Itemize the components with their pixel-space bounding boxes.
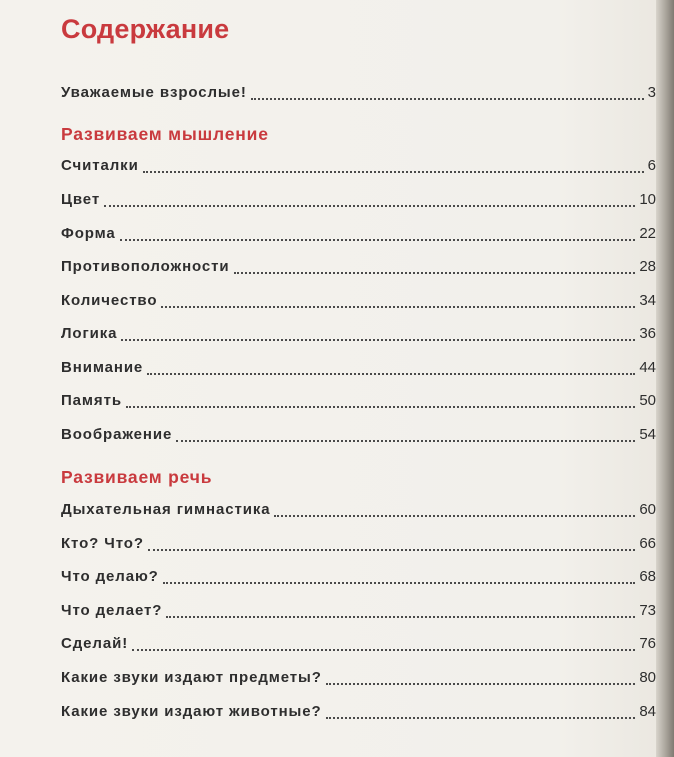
dot-leader [166,616,635,618]
toc-entry-page: 80 [639,669,656,686]
toc-entry-page: 3 [647,84,656,101]
toc-entry [61,568,656,590]
dot-leader [148,549,635,551]
toc-entry-label: Кто? Что? [61,535,144,552]
toc-entry [61,703,656,725]
toc-entry-page: 10 [639,191,656,208]
page-title: Содержание [61,14,230,44]
dot-leader [161,306,635,308]
toc-entry-page: 73 [639,602,656,619]
toc-entry-label: Что делает? [61,602,163,619]
toc-entry-page: 54 [639,426,656,443]
toc-entry-page: 84 [639,703,656,720]
toc-entry [61,392,656,414]
toc-entry-label: Считалки [61,157,139,174]
dot-leader [274,515,635,517]
dot-leader [163,582,636,584]
dot-leader [147,373,635,375]
toc-entry [61,602,656,624]
toc-entry-label: Воображение [61,426,173,443]
toc-entry [61,426,656,448]
section-heading-speech: Развиваем речь [61,467,213,487]
toc-entry-page: 6 [647,157,656,174]
dot-leader [143,171,644,173]
toc-entry [61,325,656,347]
dot-leader [126,406,635,408]
toc-entry-page: 22 [639,225,656,242]
toc-entry-page: 76 [639,635,656,652]
page-edge-shadow [656,0,674,757]
dot-leader [251,98,644,100]
toc-entry-page: 28 [639,258,656,275]
toc-entry-label: Сделай! [61,635,129,652]
toc-entry-page: 68 [639,568,656,585]
toc-entry-label: Какие звуки издают предметы? [61,669,322,686]
toc-entry-label: Память [61,392,122,409]
toc-entry-page: 60 [639,501,656,518]
dot-leader [132,649,635,651]
dot-leader [121,339,635,341]
dot-leader [326,717,636,719]
toc-entry [61,669,656,691]
toc-entry-label: Уважаемые взрослые! [61,84,247,101]
toc-entry [61,292,656,314]
dot-leader [120,239,636,241]
dot-leader [104,205,635,207]
toc-entry-label: Форма [61,225,116,242]
toc-entry [61,501,656,523]
toc-entry-label: Количество [61,292,158,309]
toc-entry-label: Дыхательная гимнастика [61,501,271,518]
toc-entry-page: 36 [639,325,656,342]
toc-entry-page: 34 [639,292,656,309]
toc-entry [61,225,656,247]
toc-entry-label: Противоположности [61,258,230,275]
toc-entry-label: Логика [61,325,118,342]
toc-entry [61,359,656,381]
section-heading-thinking: Развиваем мышление [61,124,269,144]
toc-entry-label: Какие звуки издают животные? [61,703,322,720]
toc-entry [61,258,656,280]
toc-entry-page: 50 [639,392,656,409]
toc-entry [61,535,656,557]
toc-entry [61,157,656,179]
dot-leader [326,683,636,685]
dot-leader [234,272,636,274]
toc-entry-label: Цвет [61,191,101,208]
toc-entry [61,635,656,657]
toc-entry-page: 44 [639,359,656,376]
toc-entry-label: Внимание [61,359,144,376]
toc-entry-page: 66 [639,535,656,552]
dot-leader [176,440,635,442]
toc-entry-label: Что делаю? [61,568,159,585]
toc-entry [61,191,656,213]
toc-entry-intro [61,84,656,106]
